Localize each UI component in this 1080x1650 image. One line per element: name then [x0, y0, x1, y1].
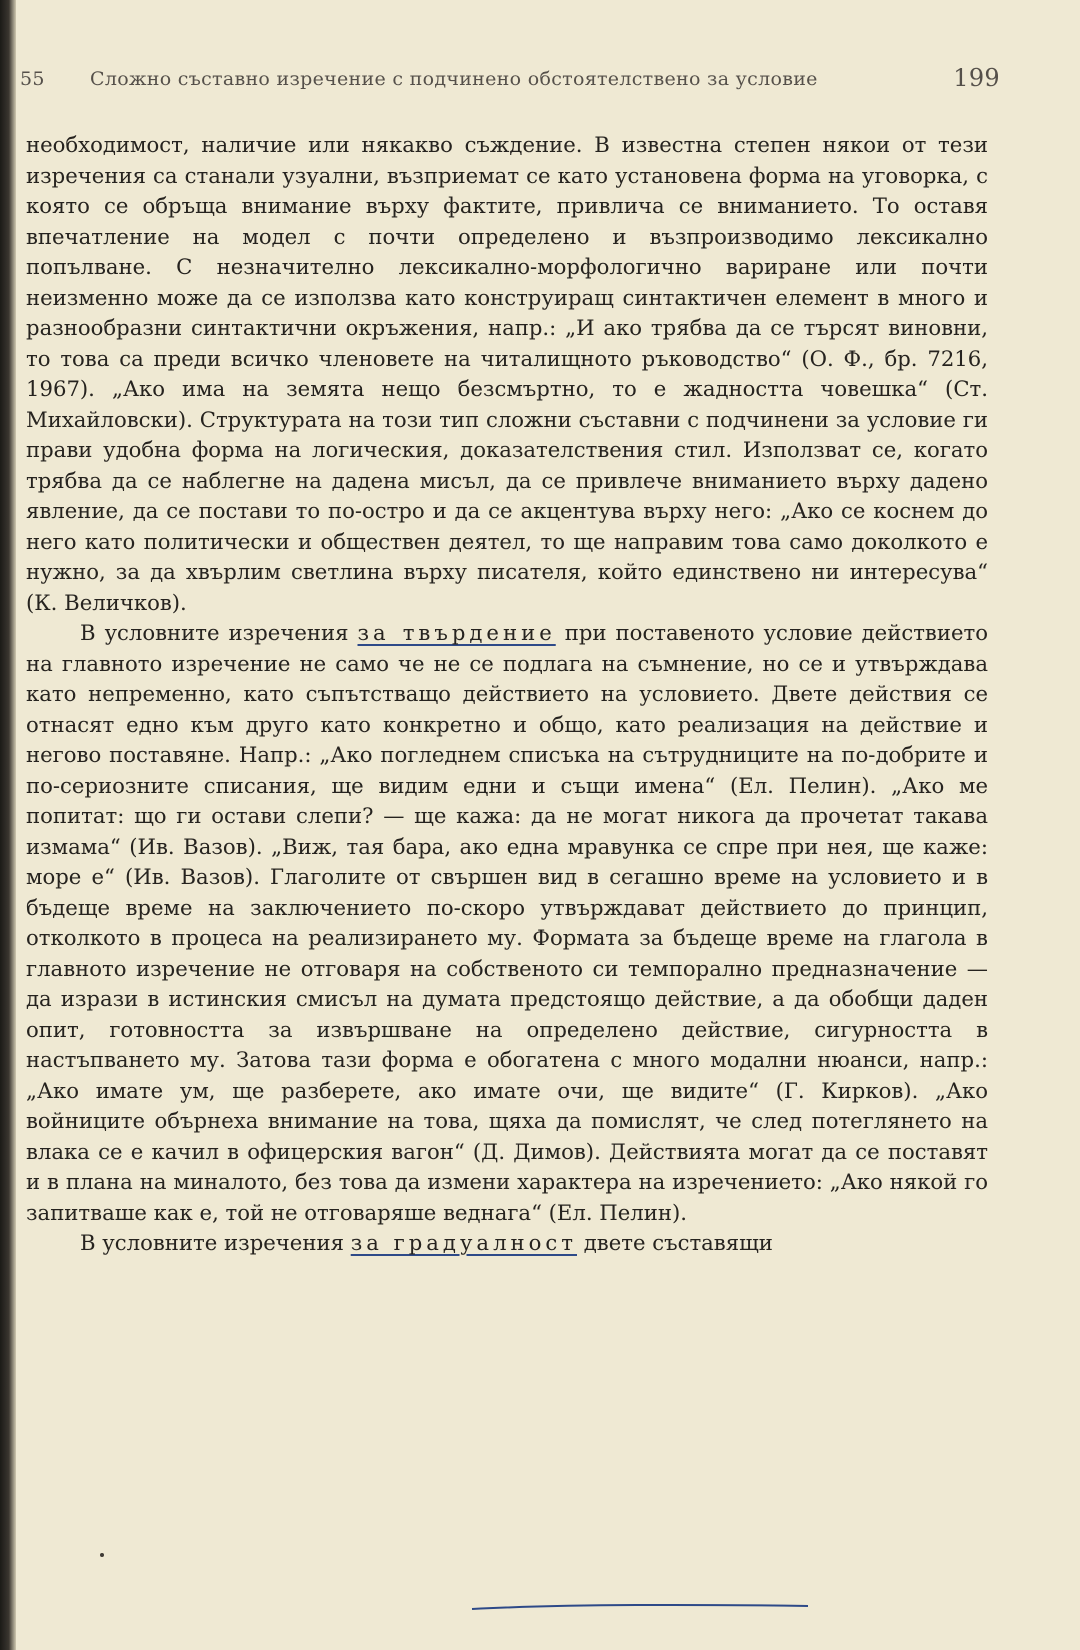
paragraph-assertion: [26, 618, 988, 1228]
running-title: Сложно съставно изречение с подчинено обстоятелствено за условие: [90, 68, 818, 90]
page-body: [26, 130, 988, 1259]
previous-page-number: 55: [20, 68, 45, 90]
paragraph-text: двете съставящи: [577, 1230, 773, 1255]
ink-speck: [100, 1553, 104, 1557]
page-number: 199: [953, 64, 1000, 92]
paragraph-continuation: необходимост, наличие или някакво съждение. В известна степен някои от тези изречения са станали узуални, възприемат се като установена форма на уговорка, с която се обръща внимание върху фактите, привлича се вниманието. То оставя впечатление на модел с почти определено и възпроизводимо лексикално попълване. С незначително лексикално-морфологично вариране или почти неизменно може да се използва като конструиращ синтактичен елемент в много и разнообразни синтактични окръжения, напр.: „И ако трябва да се търсят виновни, то това са преди всичко членовете на читалищното ръководство“ (О. Ф., бр. 7216, 1967). „Ако има на земята нещо безсмъртно, то е жадността човешка“ (Ст. Михайловски). Структурата на този тип сложни съставни с подчинени за условие ги прави удобна форма на логическия, доказателствения стил. Използват се, когато трябва да се наблегне на дадена мисъл, да се привлече вниманието върху дадено явление, да се постави то по-остро и да се акцентува върху него: „Ако се коснем до него като политически и обществен деятел, то ще направим това само доколкото е нужно, за да хвърлим светлина върху писателя, който единствено ни интересува“ (К. Величков).: [26, 132, 988, 615]
page-header: [20, 64, 1000, 94]
paragraph-gradual: [26, 1228, 988, 1259]
paragraph-text: при поставеното условие действието на главното изречение не само че не се подлага на съмнение, но се и утвърждава като непременно, като съпътстващо действието на условието. Двете действия се отнасят едно към друго като конкретно и общо, като реализация на действие и негово поставяне. Напр.: „Ако погледнем списъка на сътрудниците на по-добрите и по-сериозните списания, ще видим едни и същи имена“ (Ел. Пелин). „Ако ме попитат: що ги остави слепи? — ще кажа: да не могат никога да прочетат такава измама“ (Ив. Вазов). „Виж, тая бара, ако една мравунка се спре при нея, ще каже: море е“ (Ив. Вазов). Глаголите от свършен вид в сегашно време на условието и в бъдеще време на заключението по-скоро утвърждават действието до принцип, отколкото в процеса на реализирането му. Формата за бъдеще време на глагола в главното изречение не отговаря на собственото си темпорално предназначение — да изрази в истинския смисъл на думата предстоящо действие, а да обобщи даден опит, готовността за извършване на определено действие, сигурността в настъпването му. Затова тази форма е обогатена с много модални нюанси, напр.: „Ако имате ум, ще разберете, ако имате очи, ще видите“ (Г. Кирков). „Ако войниците обърнеха внимание на това, щяха да помислят, че след потеглянето на влака се е качил в офицерския вагон“ (Д. Димов). Действията могат да се поставят и в плана на миналото, без това да измени характера на изречението: „Ако някой го запитваше как е, той не отговаряше веднага“ (Ел. Пелин).: [26, 620, 988, 1225]
paragraph-text: В условните изречения: [80, 620, 358, 645]
emphasized-term: за твърдение: [357, 620, 556, 645]
pen-underline: [470, 1600, 810, 1614]
emphasized-term: за градуалност: [350, 1230, 577, 1255]
paragraph-text: В условните изречения: [80, 1230, 351, 1255]
